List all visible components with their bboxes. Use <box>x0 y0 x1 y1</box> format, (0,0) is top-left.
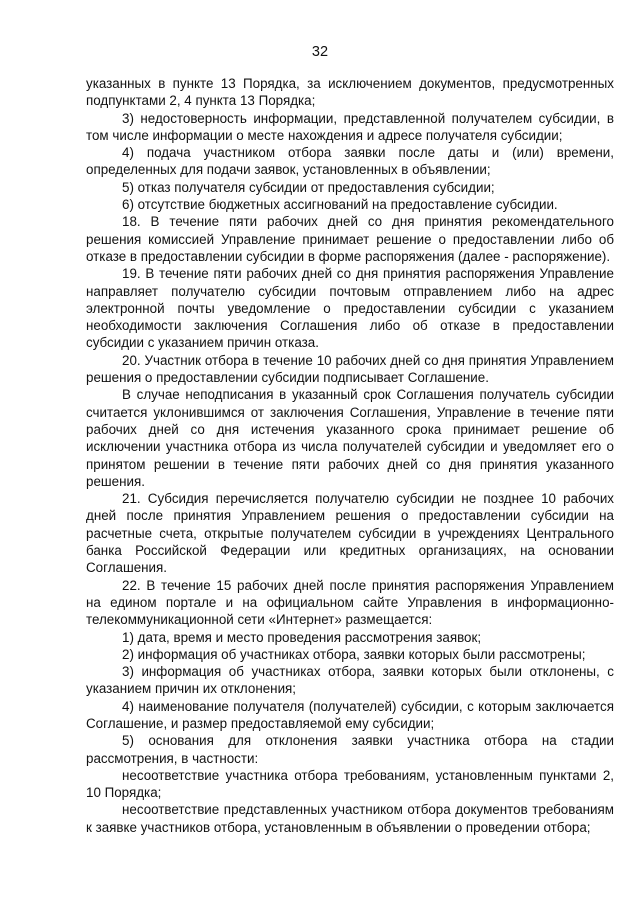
paragraph: 5) основания для отклонения заявки участника отбора на стадии рассмотрения, в частности: <box>86 733 614 766</box>
paragraph: несоответствие представленных участником отбора документов требованиям к заявке участников отбора, установленным в объявлении о проведении отбора; <box>86 802 614 835</box>
page-number: 32 <box>311 44 329 60</box>
paragraph: 20. Участник отбора в течение 10 рабочих дней со дня принятия Управлением решения о предоставлении субсидии подписывает Соглашение. <box>86 352 614 386</box>
document-body <box>86 75 614 836</box>
paragraph: 21. Субсидия перечисляется получателю субсидии не позднее 10 рабочих дней после принятия Управлением решения о предоставлении субсидии на расчетные счета, открытые получателем субсидии в учреждениях Центрального банка Российской Федерации или кредитных организациях, на основании Соглашения. <box>86 491 614 576</box>
paragraph: 4) подача участником отбора заявки после даты и (или) времени, определенных для подачи заявок, установленных в объявлении; <box>86 145 614 178</box>
paragraph: 3) информация об участниках отбора, заявки которых были отклонены, с указанием причин их отклонения; <box>86 664 614 697</box>
paragraph: В случае неподписания в указанный срок Соглашения получатель субсидии считается уклонившимся от заключения Соглашения, Управление в течение пяти рабочих дней со дня истечения указанного срока принимает решение об исключении участника отбора из числа получателей субсидии и уведомляет его о принятом решении в течение пяти рабочих дней со дня принятия указанного решения. <box>86 387 614 489</box>
paragraph: 18. В течение пяти рабочих дней со дня принятия рекомендательного решения комиссией Управление принимает решение о предоставлении либо об отказе в предоставлении субсидии в форме распоряжения (далее - распоряжение). <box>86 214 614 264</box>
paragraph: указанных в пункте 13 Порядка, за исключением документов, предусмотренных подпунктами 2, 4 пункта 13 Порядка; <box>86 76 614 109</box>
paragraph: несоответствие участника отбора требованиям, установленным пунктами 2, 10 Порядка; <box>86 767 614 801</box>
paragraph: 22. В течение 15 рабочих дней после принятия распоряжения Управлением на едином портале и на официальном сайте Управления в информационно-телекоммуникационной сети «Интернет» размещается: <box>86 577 614 628</box>
paragraph: 2) информация об участниках отбора, заявки которых были рассмотрены; <box>122 646 586 662</box>
paragraph: 1) дата, время и место проведения рассмотрения заявок; <box>122 629 482 645</box>
paragraph: 6) отсутствие бюджетных ассигнований на предоставление субсидии. <box>122 197 558 213</box>
paragraph: 3) недостоверность информации, представленной получателем субсидии, в том числе информации о месте нахождения и адресе получателя субсидии; <box>86 110 614 143</box>
paragraph: 4) наименование получателя (получателей) субсидии, с которым заключается Соглашение, и размер предоставляемой ему субсидии; <box>86 698 614 731</box>
paragraph: 5) отказ получателя субсидии от предоставления субсидии; <box>122 179 495 195</box>
paragraph: 19. В течение пяти рабочих дней со дня принятия распоряжения Управление направляет получателю субсидии почтовым отправлением либо на адрес электронной почты уведомление о предоставлении субсидии с указанием необходимости заключения Соглашения либо об отказе в предоставлении субсидии с указанием причин отказа. <box>86 266 614 351</box>
